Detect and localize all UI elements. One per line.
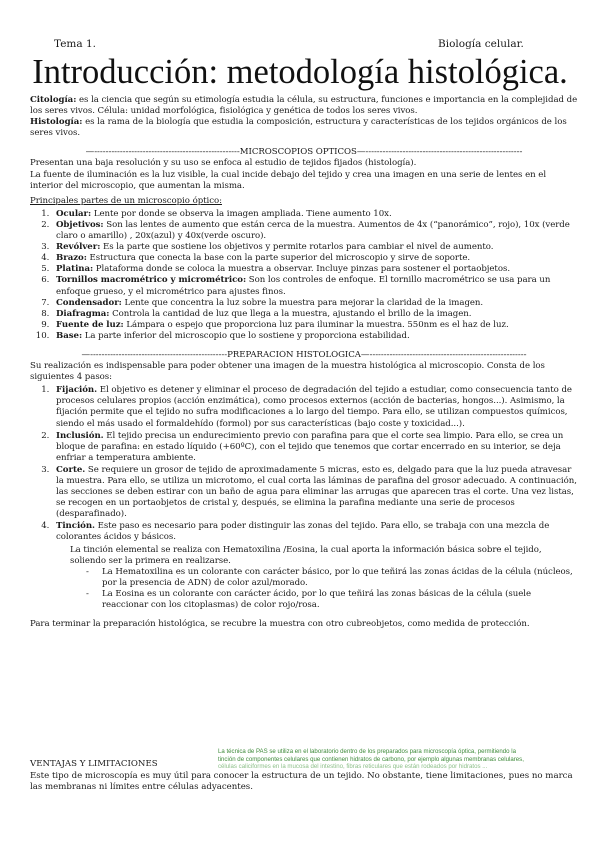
preparacion-intro: Su realización es indispensable para poder obtener una imagen de la muestra histológica al microscopio. Consta de los siguientes 4 pasos:: [30, 361, 545, 383]
step-text: El objetivo es detener y eliminar el proceso de degradación del tejido a estudiar, como consecuencia tanto de procesos celulares propios (acción enzimática), como procesos externos (acción de bacterias, hongos...). Asimismo, la fijación permite que el tejido no sufra modificaciones a lo largo del tiempo. Para ello, se utilizan compuestos químicos, siendo el más usado el formaldehído (formol) por sus características (bajo coste y toxicidad...).: [56, 385, 572, 429]
list-item: [52, 309, 578, 320]
part-text: Son los controles de enfoque. El tornillo macrométrico se usa para un enfoque grueso, y el micrométrico para ajustes finos.: [56, 275, 551, 297]
list-item: [52, 320, 578, 331]
citologia-text: es la ciencia que según su etimología estudia la célula, su estructura, funciones e importancia en la complejidad de los seres vivos. Célula: unidad morfológica, fisiológica y genética de todos los seres vivos.: [30, 95, 578, 117]
part-term: Revólver:: [56, 242, 101, 253]
stain-list: [30, 567, 578, 611]
ventajas-text: Este tipo de microscopía es muy útil para conocer la estructura de un tejido. No obstante, tiene limitaciones, pues no marca las membranas ni límites entre células adyacentes.: [30, 771, 573, 793]
document-body: [30, 95, 578, 630]
header-subject: Biología celular.: [438, 38, 524, 50]
part-text: Lámpara o espejo que proporciona luz para iluminar la muestra. 550nm es el haz de luz.: [123, 319, 509, 330]
section-divider-preparacion: —------------------------------------------------PREPARACIÓN HISTOLÓGICA—-------------------------------------------------------: [81, 349, 527, 360]
microscope-parts-list: [30, 209, 578, 342]
step-term: Corte.: [56, 464, 86, 475]
ventajas-heading: VENTAJAS Y LIMITACIONES: [30, 759, 158, 769]
list-item: - La Eosina es un colorante con carácter ácido, por lo que teñirá las zonas básicas de la célula (suele reaccionar con los citoplasmas) de color rojo/rosa.: [86, 589, 578, 611]
list-item: [52, 242, 578, 253]
part-text: Es la parte que sostiene los objetivos y permite rotarlos para cambiar el nivel de aumento.: [100, 242, 494, 253]
list-item: [52, 521, 578, 543]
part-text: Lente que concentra la luz sobre la muestra para mejorar la claridad de la imagen.: [121, 297, 484, 308]
page-title: Introducción: metodología histológica.: [32, 53, 568, 91]
definition-histologia: [30, 117, 578, 139]
header-topic: Tema 1.: [54, 38, 96, 50]
pas-note-line: La técnica de PAS se utiliza en el laboratorio dentro de los preparados para microscopía óptica, permitiendo la: [218, 748, 516, 755]
histologia-text: es la rama de la biología que estudia la composición, estructura y características de los tejidos orgánicos de los seres vivos.: [30, 117, 567, 139]
pas-note: [218, 748, 586, 771]
list-item: [52, 209, 578, 220]
step-term: Fijación.: [56, 385, 98, 396]
list-item: [52, 331, 578, 342]
part-term: Platina:: [56, 264, 94, 275]
part-text: Son las lentes de aumento que están cerca de la muestra. Aumentos de 4x (“panorámico”, rojo), 10x (verde claro o amarillo) , 20x(azul) y 40x(verde oscuro).: [56, 219, 570, 242]
part-text: Estructura que conecta la base con la parte superior del microscopio y sirve de soporte.: [86, 253, 471, 264]
step-term: Tinción.: [56, 521, 95, 532]
list-item: [52, 465, 578, 520]
section-divider-microscopios: —---------------------------------------------------MICROSCÓPIOS ÓPTICOS—-------------------------------------------------------: [85, 147, 523, 158]
list-item: - La Hematoxilina es un colorante con carácter básico, por lo que teñirá las zonas ácidas de la célula (núcleos, por la presencia de ADN) de color azul/morado.: [86, 567, 578, 589]
list-item: [52, 385, 578, 429]
pas-note-line: células caliciformes en la mucosa del intestino, fibras reticulares que están rodeados por hidratos ...: [218, 763, 488, 771]
part-text: Controla la cantidad de luz que llega a la muestra, ajustando el brillo de la imagen.: [109, 308, 472, 319]
preparacion-closing: Para terminar la preparación histológica, se recubre la muestra con otro cubreobjetos, como medida de protección.: [30, 619, 530, 630]
microscopios-paragraph-2: La fuente de iluminación es la luz visible, la cual incide debajo del tejido y crea una imagen en una serie de lentes en el interior del microscopio, que aumentan la misma.: [30, 169, 547, 191]
list-item: [52, 220, 578, 242]
part-text: Lente por donde se observa la imagen ampliada. Tiene aumento 10x.: [91, 208, 392, 219]
list-item: [52, 264, 578, 275]
list-item: [52, 431, 578, 464]
term-citologia: Citología:: [30, 95, 77, 105]
list-item: [52, 253, 578, 264]
part-term: Condensador:: [56, 297, 122, 308]
part-text: La parte inferior del microscopio que lo sostiene y proporciona estabilidad.: [82, 330, 410, 341]
definition-citologia: [30, 95, 578, 117]
part-term: Diafragma:: [56, 308, 110, 319]
preparation-steps-list: [30, 385, 578, 543]
list-item: [52, 275, 578, 297]
term-histologia: Histología:: [30, 117, 83, 128]
part-term: Brazo:: [56, 253, 87, 264]
list-item: [52, 298, 578, 309]
step-text: Se requiere un grosor de tejido de aproximadamente 5 micras, esto es, delgado para que la luz pueda atravesar la muestra. Para ello, se utiliza un microtomo, el cual corta las láminas de parafina del grosor adecuado. A continuación, las secciones se deben estirar con un baño de agua para eliminar las arrugas que aparecen tras el corte. Una vez listas, se recogen en un portaobjetos de cristal y, después, se elimina la parafina mediante una serie de procesos (desparafinado).: [56, 464, 577, 520]
part-term: Base:: [56, 330, 83, 341]
part-text: Plataforma donde se coloca la muestra a observar. Incluye pinzas para sostener el portaobjetos.: [93, 264, 511, 275]
microscopios-paragraph-1: Presentan una baja resolución y su uso se enfoca al estudio de tejidos fijados (histología).: [30, 158, 417, 169]
tincion-elemental: La tinción elemental se realiza con Hematoxilina /Eosina, la cual aporta la información básica sobre el tejido, soliendo ser la primera en realizarse.: [70, 544, 542, 566]
part-term: Tornillos macrométrico y micrométrico:: [56, 275, 247, 286]
part-term: Fuente de luz:: [56, 319, 124, 330]
step-term: Inclusión.: [56, 430, 104, 441]
step-text: Este paso es necesario para poder distinguir las zonas del tejido. Para ello, se trabaja con una mezcla de colorantes ácidos y básicos.: [56, 521, 550, 543]
pas-note-line: tinción de componentes celulares que contienen hidratos de carbono, por ejemplo algunas membranas celulares,: [218, 755, 524, 763]
part-term: Objetivos:: [56, 219, 104, 230]
parts-heading: Principales partes de un microscopio óptico:: [30, 195, 222, 206]
step-text: El tejido precisa un endurecimiento previo con parafina para que el corte sea limpio. Para ello, se crea un bloque de parafina: en estado líquido (+60ºC), con el tejido que tenemos que cortar encerrado en su interior, se deja enfriar a temperatura ambiente.: [56, 430, 564, 463]
part-term: Ocular:: [56, 208, 92, 219]
